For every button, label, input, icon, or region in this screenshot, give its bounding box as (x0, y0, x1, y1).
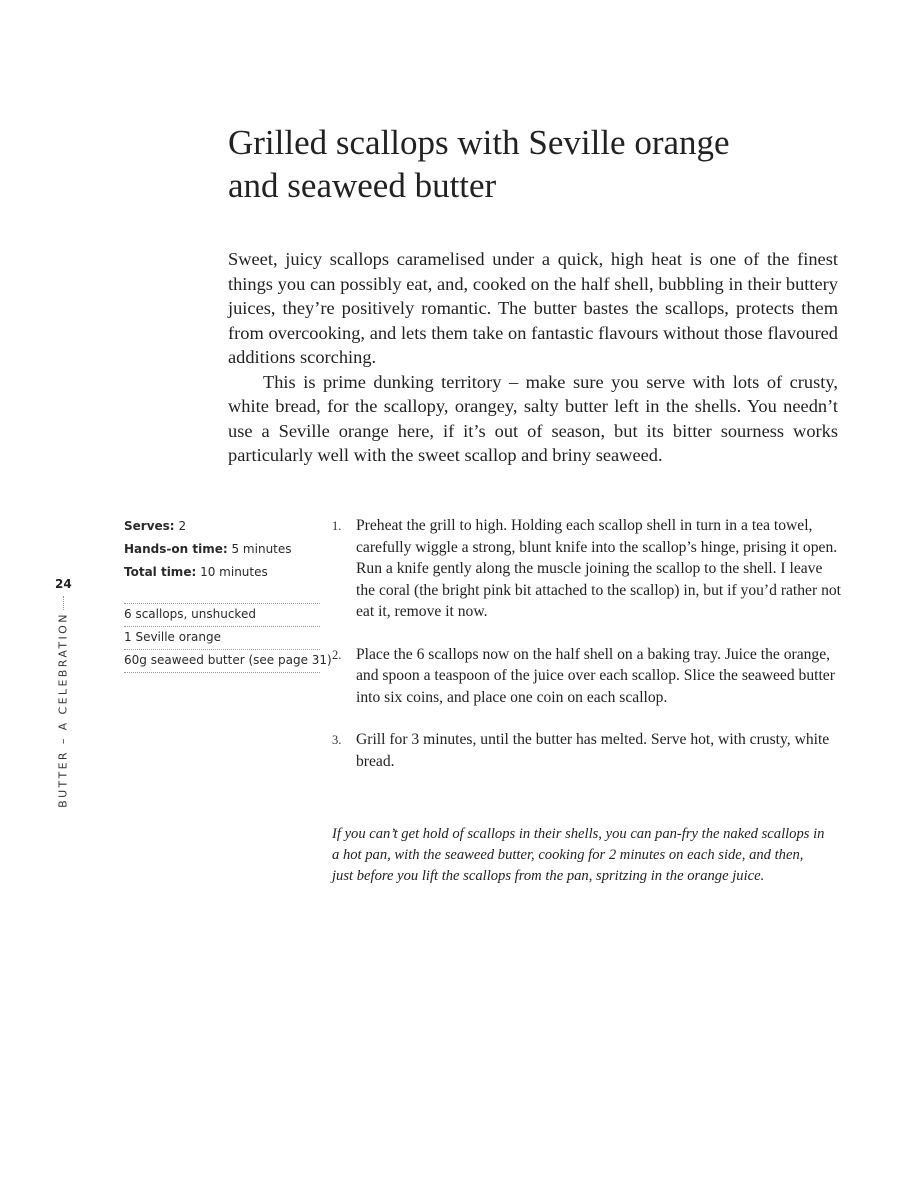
recipe-introduction (228, 247, 838, 468)
step-number: 2. (332, 647, 342, 662)
recipe-title (228, 121, 868, 207)
page-number: 24 (55, 577, 72, 591)
hands-on-time-label: Hands-on time: (124, 542, 228, 556)
total-time-value: 10 minutes (200, 565, 268, 579)
method-step (332, 644, 842, 709)
serves-value: 2 (178, 519, 187, 533)
step-text: Preheat the grill to high. Holding each scallop shell in turn in a tea towel, carefully wiggle a strong, blunt knife into the scallop’s hinge, prising it open. Run a knife gently along the muscle joining the scallop to the shell. I leave the coral (the bright pink bit attached to the scallop) in, but if you’d rather not eat it, remove it now. (356, 517, 841, 620)
recipe-title-line-2: and seaweed butter (228, 166, 497, 205)
ingredient-item: 1 Seville orange (124, 627, 320, 650)
method-steps (332, 515, 842, 793)
step-number: 3. (332, 733, 342, 747)
ingredient-item: 60g seaweed butter (see page 31) (124, 650, 320, 673)
recipe-tip: If you can’t get hold of scallops in their shells, you can pan-fry the naked scallops in a hot pan, with the seaweed butter, cooking for 2 minutes on each side, and then, just before you lift the scallops from the pan, spritzing in the orange juice. (332, 826, 825, 884)
running-head: BUTTER – A CELEBRATION (56, 612, 70, 808)
step-text: Place the 6 scallops now on the half shell on a baking tray. Juice the orange, and spoon a teaspoon of the juice over each scallop. Slice the seaweed butter into six coins, and place one coin on each scallop. (356, 645, 835, 706)
step-text: Grill for 3 minutes, until the butter has melted. Serve hot, with crusty, white bread. (356, 731, 830, 770)
method-step (332, 515, 842, 623)
total-time-label: Total time: (124, 565, 197, 579)
intro-paragraph-2: This is prime dunking territory – make sure you serve with lots of crusty, white bread, for the scallopy, orangey, salty butter left in the shells. You needn’t use a Seville orange here, if it’s out of season, but its bitter sourness works particularly well with the sweet scallop and briny seaweed. (228, 371, 838, 465)
serves-label: Serves: (124, 519, 175, 533)
recipe-sidebar (124, 517, 332, 673)
hands-on-time-value: 5 minutes (231, 542, 292, 556)
method-step (332, 729, 842, 772)
recipe-title-line-1: Grilled scallops with Seville orange (228, 123, 730, 162)
ingredient-list (124, 603, 332, 673)
step-number: 1. (332, 519, 342, 533)
intro-paragraph-1: Sweet, juicy scallops caramelised under a quick, high heat is one of the finest things you can possibly eat, and, cooked on the half shell, bubbling in their buttery juices, they’re positively romantic. The butter bastes the scallops, protects them from overcooking, and lets them take on fantastic flavours without those flavoured additions scorching. (228, 249, 838, 367)
serves-info (124, 517, 320, 540)
hands-on-time-info (124, 540, 320, 563)
folio-divider (63, 596, 64, 610)
total-time-info (124, 563, 320, 586)
ingredient-item: 6 scallops, unshucked (124, 604, 320, 627)
